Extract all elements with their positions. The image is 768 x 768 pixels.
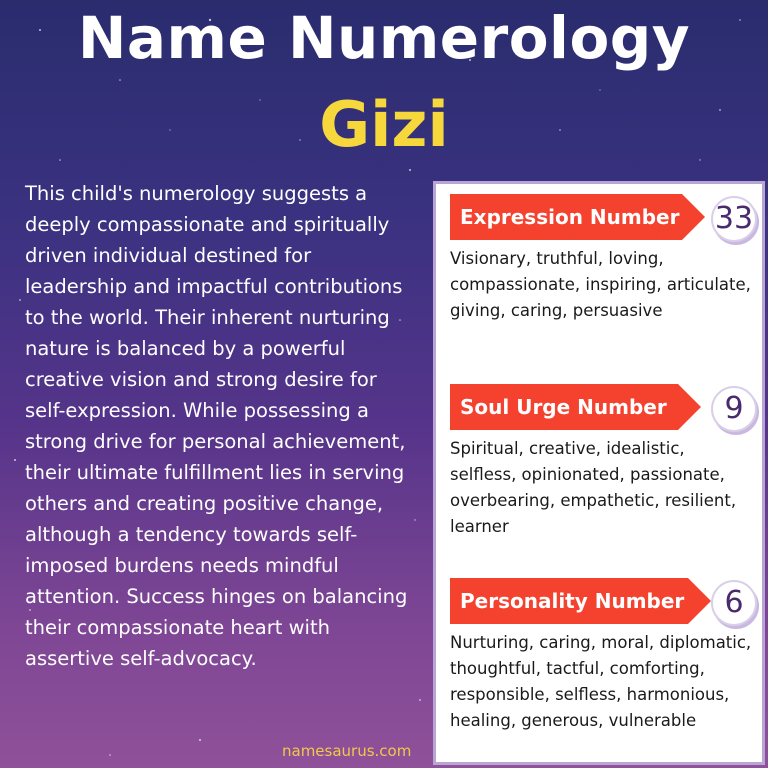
numerology-description: This child's numerology suggests a deeply compassionate and spiritually driven individual destined for leadership and impactful contributions to the world. Their inherent nurturing nature is balanced by a powerful creative vision and strong desire for self-expression. While possessing a strong drive for personal achievement, their ultimate fulfillment lies in serving others and creating positive change, although a tendency towards self-imposed burdens needs mindful attention. Success hinges on balancing their compassionate heart with assertive self-advocacy.	[25, 182, 408, 670]
site-credit: namesaurus.com	[282, 742, 412, 760]
personality-number-badge: 6	[711, 580, 757, 626]
soul-urge-number-badge: 9	[711, 386, 757, 432]
expression-number-traits: Visionary, truthful, loving, compassionate, inspiring, articulate, giving, caring, persuasive	[450, 249, 751, 320]
numbers-panel	[433, 181, 765, 765]
page-title: Name Numerology	[77, 4, 691, 72]
expression-number-label: Expression Number	[450, 194, 682, 240]
name-heading: Gizi	[319, 88, 449, 161]
personality-number-label: Personality Number	[450, 578, 688, 624]
personality-number-traits: Nurturing, caring, moral, diplomatic, thoughtful, tactful, comforting, responsible, selfless, harmonious, healing, generous, vulnerable	[450, 633, 752, 730]
soul-urge-number-label: Soul Urge Number	[450, 384, 678, 430]
soul-urge-number-traits: Spiritual, creative, idealistic, selfless, opinionated, passionate, overbearing, empathetic, resilient, learner	[450, 439, 737, 536]
expression-number-badge: 33	[711, 196, 757, 242]
